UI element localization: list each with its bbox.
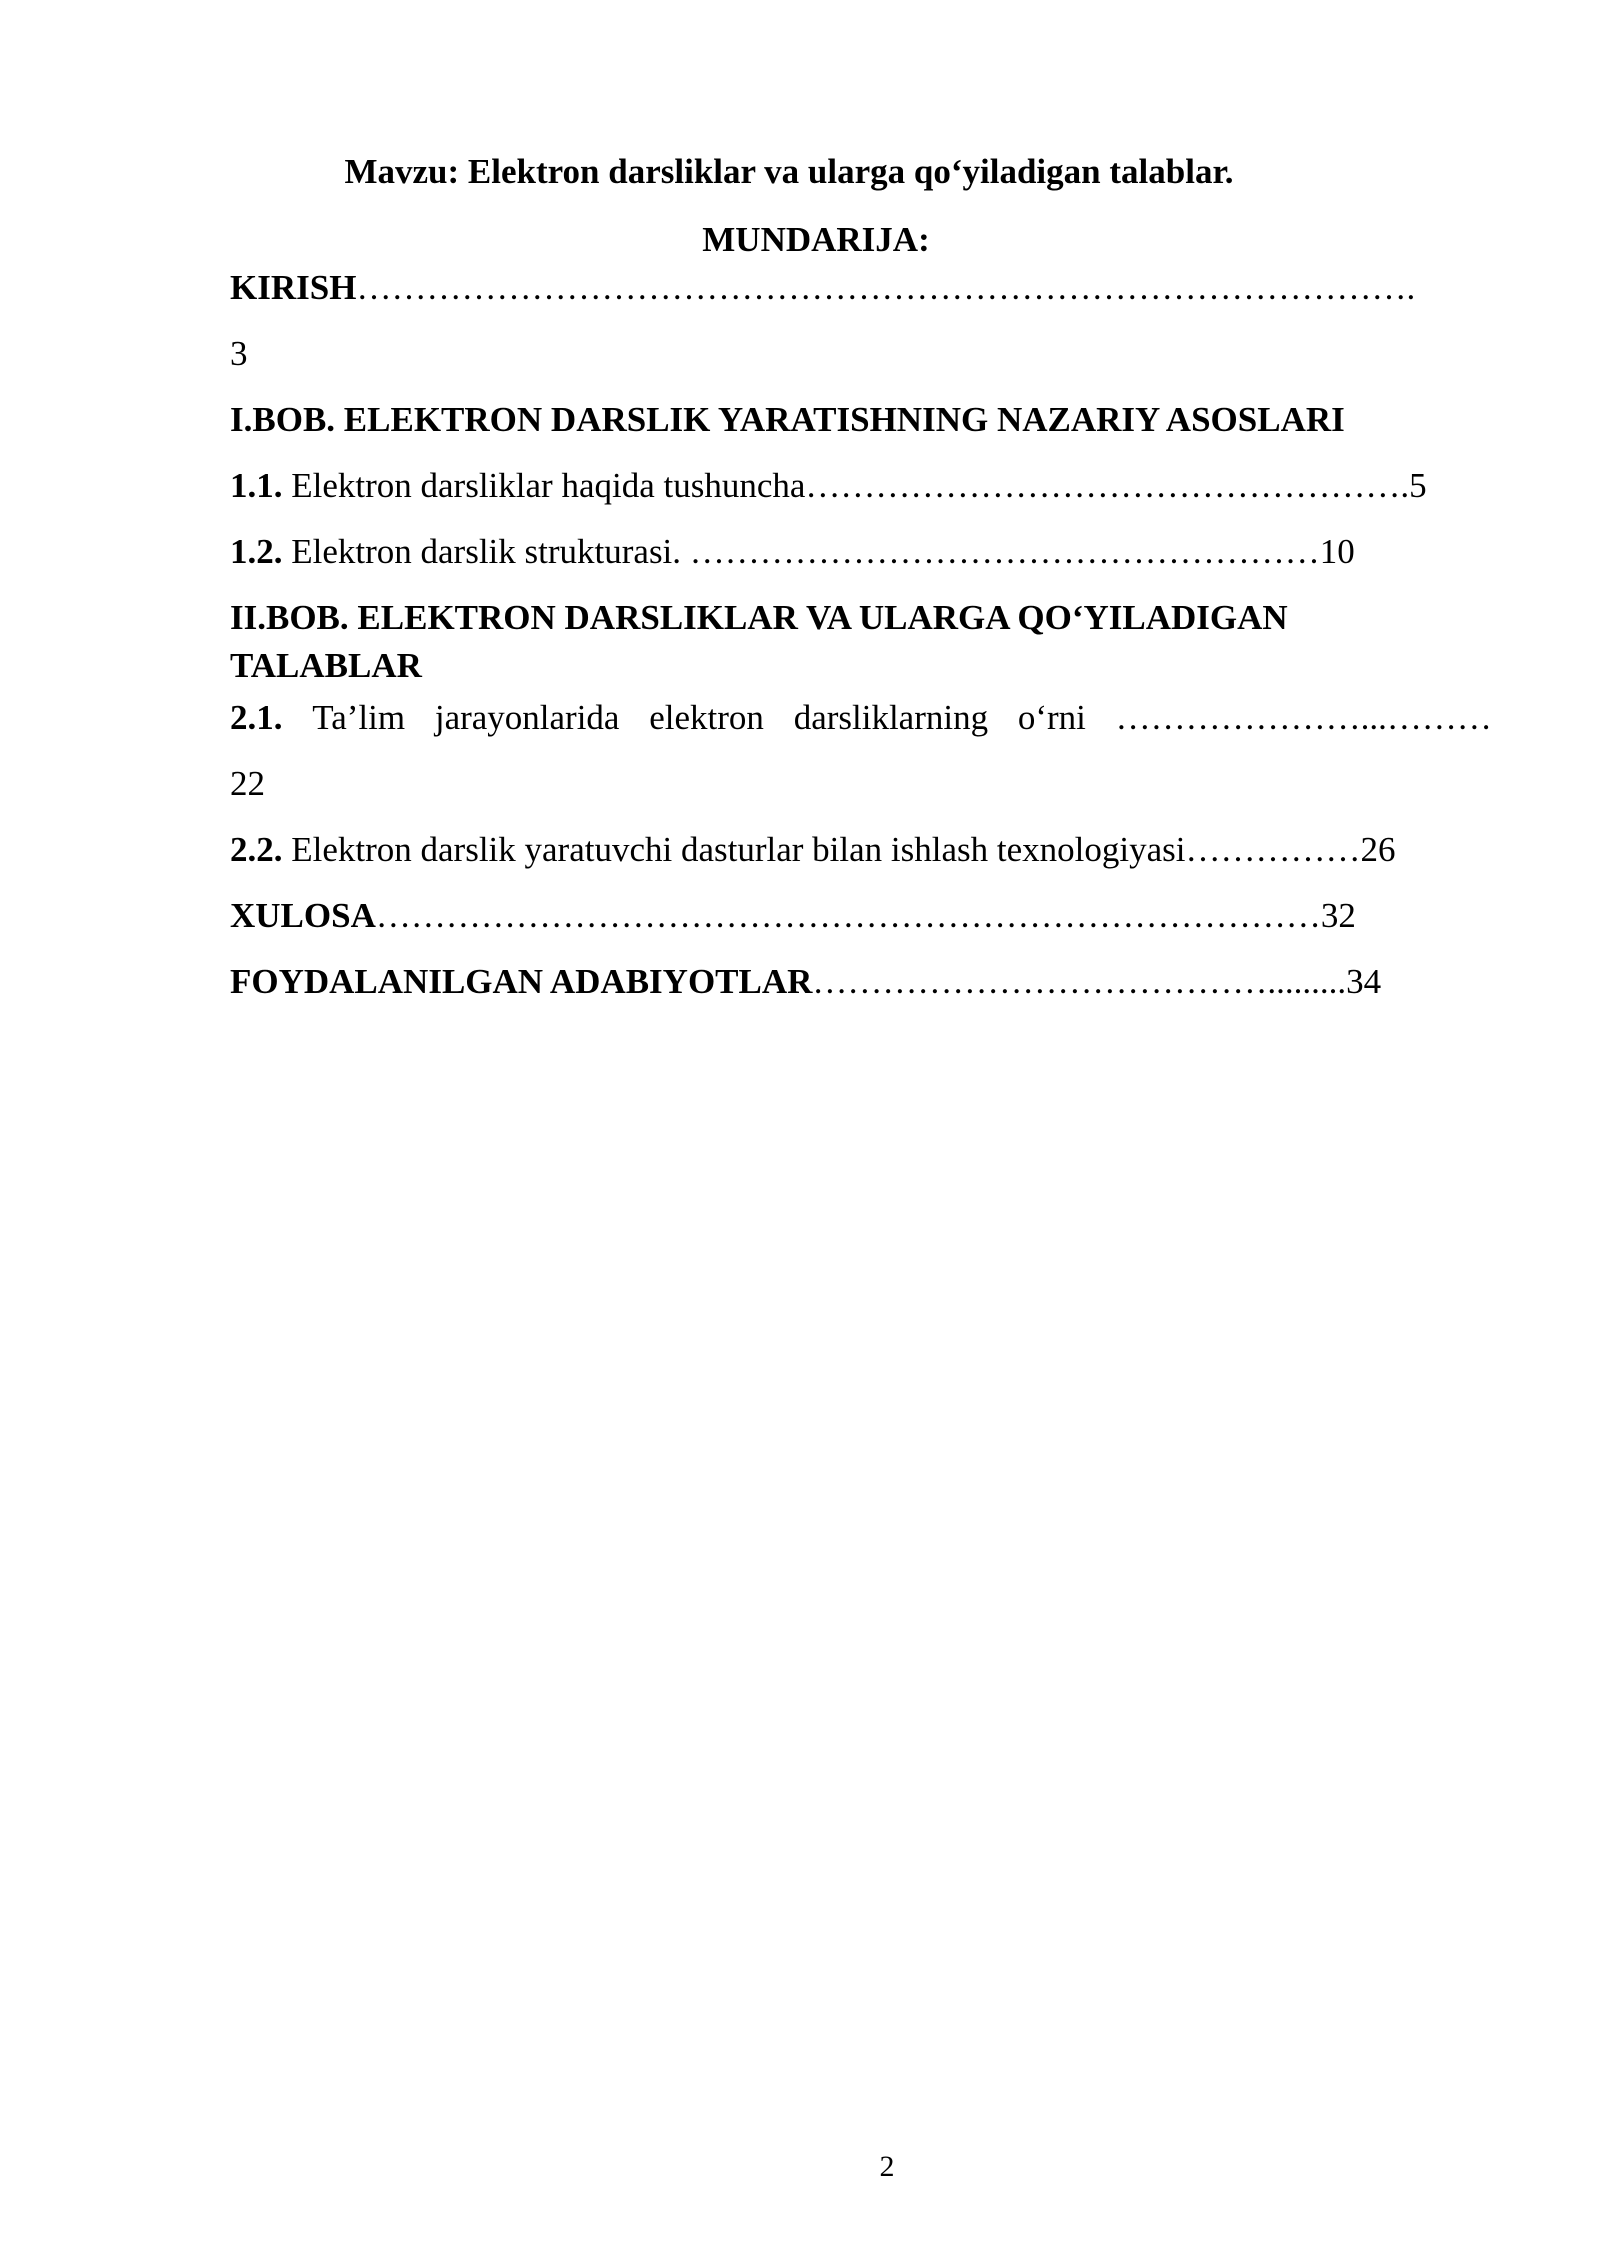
- toc-page-number: 32: [1320, 896, 1356, 935]
- toc-section-title: Elektron darsliklar haqida tushuncha: [282, 466, 806, 505]
- toc-chapter-1-title: I.BOB. ELEKTRON DARSLIK YARATISHNING NAZARIY ASOSLARI: [230, 400, 1345, 439]
- toc-section-word: jarayonlarida: [434, 698, 620, 737]
- toc-entry-2-2: [230, 828, 1492, 872]
- toc-section-number: 1.1.: [230, 466, 283, 505]
- toc-entry-2-1: [230, 696, 1492, 740]
- toc-section-word: elektron: [649, 698, 764, 737]
- toc-section-number: 2.1.: [230, 698, 283, 737]
- page-number: 2: [879, 2150, 895, 2183]
- toc-entry-1-1: [230, 464, 1492, 508]
- toc-section-word: darsliklarning: [793, 698, 989, 737]
- toc-section-number: 2.2.: [230, 830, 283, 869]
- toc-entry-kirish: [230, 266, 1492, 310]
- toc-entry-label: FOYDALANILGAN ADABIYOTLAR: [230, 962, 813, 1001]
- toc-entry-adabiyotlar: [230, 960, 1492, 1004]
- toc-page-number: 34: [1346, 962, 1382, 1001]
- toc-chapter-2-title-line-2: TALABLAR: [230, 646, 422, 685]
- toc-leader-dots: …………………...………: [1115, 698, 1492, 737]
- document-topic: Mavzu: Elektron darsliklar va ularga qo‘yiladigan talablar.: [344, 152, 1234, 191]
- toc-section-title: Elektron darslik yaratuvchi dasturlar bilan ishlash texnologiyasi: [282, 830, 1186, 869]
- toc-page-number: .5: [1400, 466, 1427, 505]
- toc-section-number: 1.2.: [230, 532, 283, 571]
- toc-leader-dots: ………………………………………………: [689, 532, 1320, 571]
- toc-entry-label: KIRISH: [230, 268, 357, 307]
- toc-leader-dots: ……………………………………………: [805, 466, 1401, 505]
- toc-page-number: 22: [230, 764, 265, 803]
- toc-page-number: 3: [230, 334, 248, 373]
- toc-entry-1-2: [230, 530, 1492, 574]
- toc-leader-dots: ………………………………………………………………………: [375, 896, 1321, 935]
- toc-section-title: Elektron darslik strukturasi.: [282, 532, 690, 571]
- toc-leader-dots: ……………………………………………………………………………….: [356, 268, 1416, 307]
- toc-entry-xulosa: [230, 894, 1492, 938]
- toc-leader-dots: ………………………………….........: [812, 962, 1347, 1001]
- toc-section-word: o‘rni: [1017, 698, 1086, 737]
- toc-chapter-2-title-line-1: II.BOB. ELEKTRON DARSLIKLAR VA ULARGA QO‘YILADIGAN: [230, 598, 1288, 637]
- toc-leader-dots: ……………: [1185, 830, 1361, 869]
- toc-page-number: 10: [1319, 532, 1355, 571]
- toc-entry-label: XULOSA: [230, 896, 376, 935]
- toc-page-number: 26: [1360, 830, 1396, 869]
- toc-heading: MUNDARIJA:: [702, 220, 930, 259]
- toc-section-word: Ta’lim: [312, 698, 406, 737]
